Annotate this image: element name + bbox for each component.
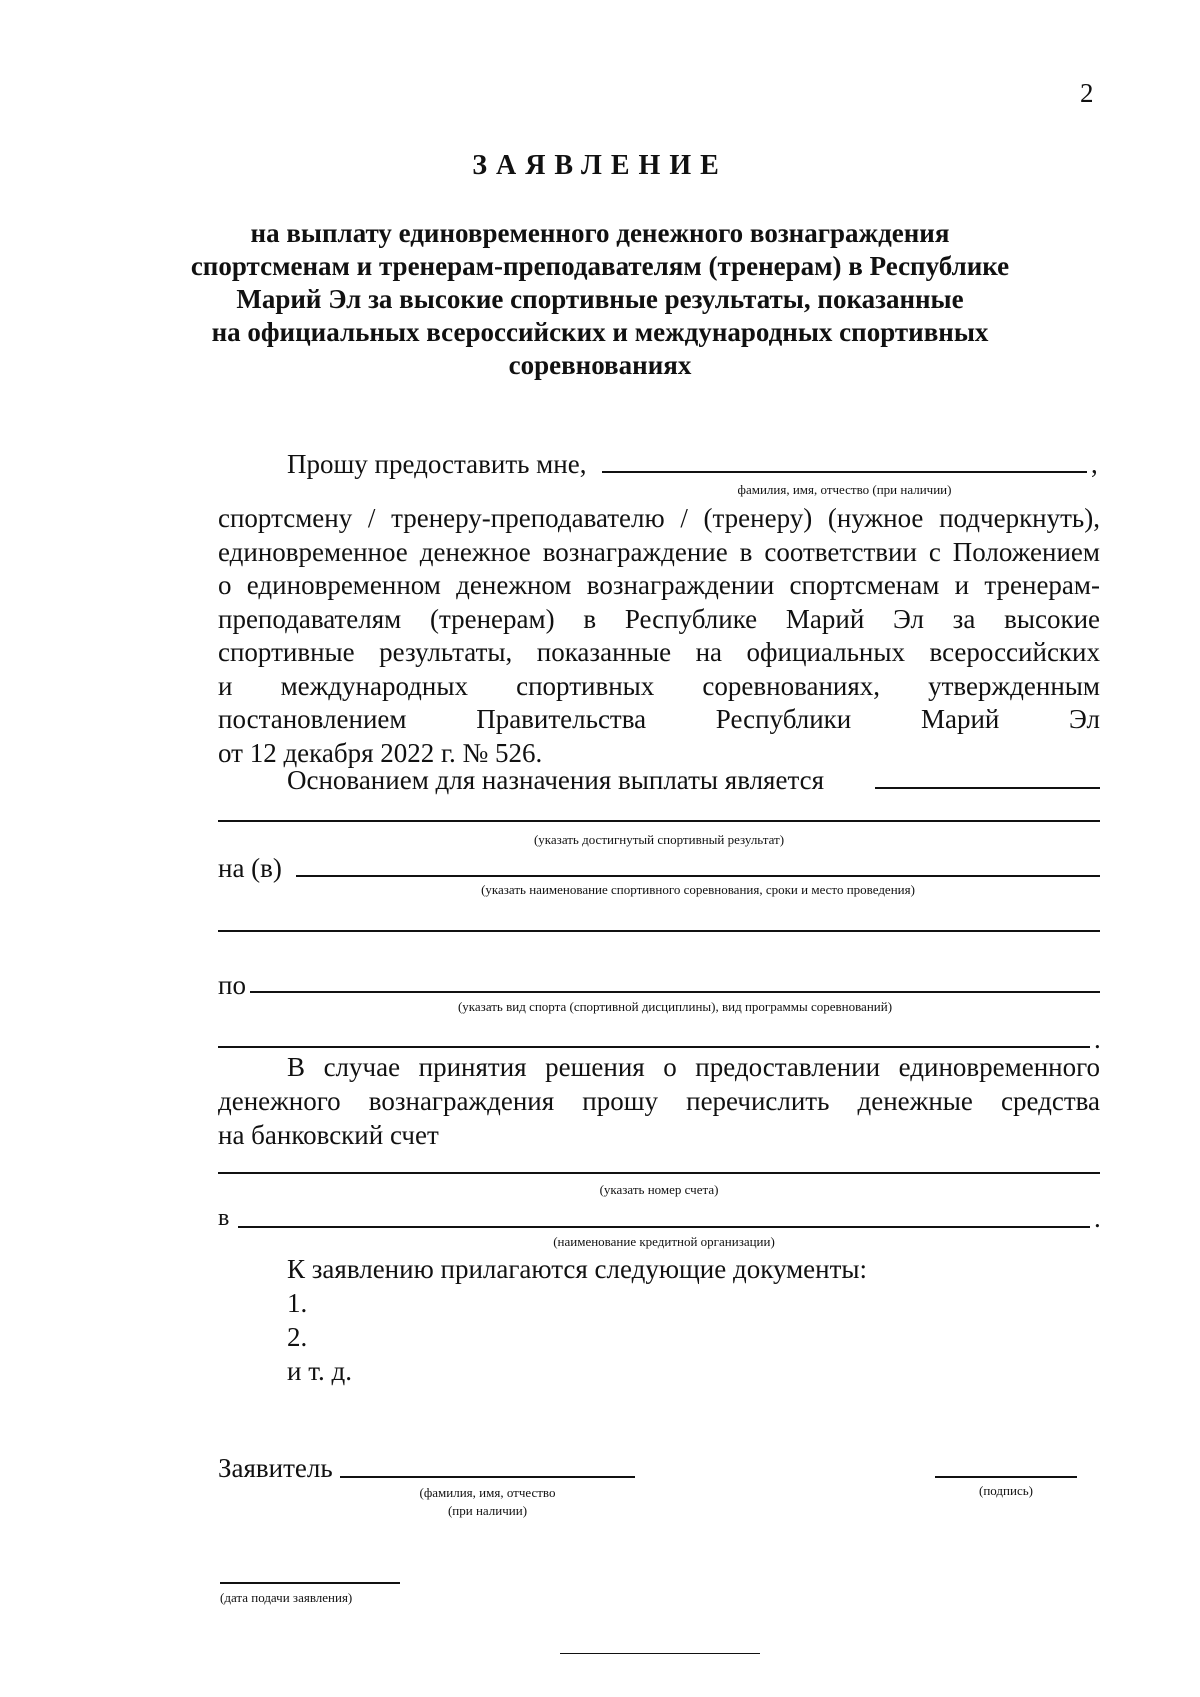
hint-bank: (наименование кредитной организации) [553,1234,775,1249]
subtitle-line: на официальных всероссийских и международных спортивных [211,317,989,347]
bank-line: на банковский счет [218,1120,439,1150]
body-line: спортсмену / тренеру-преподавателю / (тренеру) (нужное подчеркнуть), [218,503,1100,533]
request-lead: Прошу предоставить мне, [287,449,587,479]
attachment-item: 2. [287,1322,308,1352]
applicant-label: Заявитель [218,1453,333,1483]
hint-applicant-fio: (фамилия, имя, отчество [419,1485,556,1500]
date-line[interactable] [220,1582,400,1584]
bank-prefix: в [218,1205,230,1231]
competition-field-line-2[interactable] [218,930,1100,932]
subtitle-line: Марий Эл за высокие спортивные результаты, показанные [236,284,964,314]
hint-account: (указать номер счета) [599,1182,719,1197]
basis-text: Основанием для назначения выплаты является [287,765,824,795]
hint-applicant-fio-2: (при наличии) [447,1503,528,1518]
body-line: от 12 декабря 2022 г. № 526. [218,737,543,768]
hint-date: (дата подачи заявления) [220,1590,353,1605]
subtitle-line: спортсменам и тренерам-преподавателям (тренерам) в Республике [190,251,1010,281]
document-title: ЗАЯВЛЕНИЕ [472,150,728,181]
bank-field-line[interactable] [238,1226,1090,1228]
fio-field-line[interactable] [602,471,1087,473]
hint-signature: (подпись) [979,1483,1033,1498]
sport-prefix: по [218,970,246,1000]
competition-field-line[interactable] [296,875,1100,877]
body-line: спортивные результаты, показанные на официальных всероссийских [218,637,1100,667]
attachments-heading: К заявлению прилагаются следующие документы: [287,1254,868,1284]
bank-end: . [1094,1203,1101,1233]
signature-line[interactable] [935,1476,1077,1478]
hint-fio: фамилия, имя, отчество (при наличии) [737,482,952,497]
document-subtitle [150,217,1050,382]
body-line: единовременное денежное вознаграждение в соответствии с Положением [218,536,1100,567]
bank-paragraph [218,1050,1100,1152]
body-line: о единовременном денежном вознаграждении спортсменам и тренерам- [218,570,1100,600]
attachment-item: 1. [287,1288,308,1318]
sport-field-line-2[interactable] [218,1046,1090,1048]
request-comma: , [1091,449,1098,479]
body-line: преподавателям (тренерам) в Республике Марий Эл за высокие [218,603,1100,634]
subtitle-line: соревнованиях [508,350,692,380]
account-field-line[interactable] [218,1172,1100,1174]
body-paragraph [218,502,1100,770]
subtitle-line: на выплату единовременного денежного вознаграждения [250,218,950,248]
page-number: 2 [1080,78,1094,108]
hint-competition: (указать наименование спортивного соревнования, сроки и место проведения) [481,882,915,897]
hint-sport: (указать вид спорта (спортивной дисциплины), вид программы соревнований) [457,999,893,1014]
competition-prefix: на (в) [218,853,282,883]
attachment-item: и т. д. [287,1356,352,1386]
result-field-line[interactable] [218,820,1100,822]
bank-line: денежного вознаграждения прошу перечислить денежные средства [218,1086,1100,1116]
body-line: постановлением Правительства Республики Марий Эл [218,704,1100,734]
basis-field-line[interactable] [875,787,1100,789]
sport-field-line[interactable] [250,991,1100,993]
applicant-fio-line[interactable] [340,1476,635,1478]
end-separator [560,1653,760,1654]
hint-result: (указать достигнутый спортивный результат) [533,832,785,847]
sport-end: . [1094,1024,1101,1054]
bank-line: В случае принятия решения о предоставлении единовременного [287,1052,1100,1082]
body-line: и международных спортивных соревнованиях, утвержденным [218,670,1100,701]
